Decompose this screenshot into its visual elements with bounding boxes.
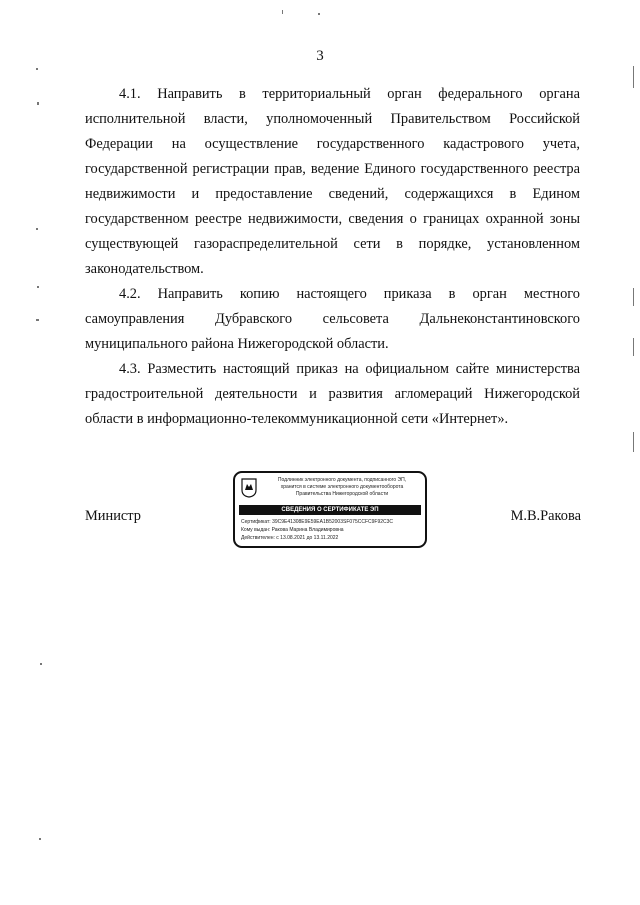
valid-value: с 13.08.2021 до 13.11.2022 bbox=[276, 535, 339, 541]
scan-mark bbox=[36, 319, 39, 321]
electronic-signature-stamp bbox=[233, 471, 427, 548]
paragraph-4-1: 4.1. Направить в территориальный орган федерального органа исполнительной власти, уполномоченный Правительством Российской Федерации на осуществление государственного кадастрового учета, государственной регистрации прав, ведение Единого государственного реестра недвижимости и предоставление сведений, содержащихся в Едином государственном реестре недвижимости, сведения о границах охранной зоны существующей газораспределительной сети в порядке, установленном законодательством. bbox=[85, 86, 580, 277]
certificate-value: 39C9E41308E9E59EA1B52003SF075CCFC9F92C3C bbox=[272, 519, 394, 525]
stamp-certificate-row bbox=[241, 519, 393, 526]
scan-mark bbox=[37, 286, 39, 288]
paragraph-4-3: 4.3. Разместить настоящий приказ на официальном сайте министерства градостроительной деятельности и развития агломераций Нижегородской области в информационно-телекоммуникационной сети «Интернет». bbox=[85, 361, 580, 427]
scan-mark bbox=[39, 838, 41, 840]
stamp-valid-row bbox=[241, 535, 338, 542]
scan-mark bbox=[36, 68, 38, 70]
certificate-label: Сертификат: bbox=[241, 519, 271, 525]
scan-mark bbox=[40, 663, 42, 665]
stamp-band-title: СВЕДЕНИЯ О СЕРТИФИКАТЕ ЭП bbox=[239, 505, 421, 515]
stamp-header-line: Подлинник электронного документа, подписанного ЭП, bbox=[277, 477, 407, 483]
scan-mark bbox=[633, 66, 634, 88]
stamp-header-line: Правительства Нижегородской области bbox=[295, 491, 389, 497]
scan-mark bbox=[633, 288, 634, 306]
scan-mark bbox=[633, 432, 634, 452]
paragraph-4-2: 4.2. Направить копию настоящего приказа в орган местного самоуправления Дубравского сельсовета Дальнеконстантиновского муниципального района Нижегородской области. bbox=[85, 286, 580, 352]
stamp-header-line: хранится в системе электронного документооборота bbox=[280, 484, 404, 490]
signer-title: Министр bbox=[85, 508, 141, 524]
scan-mark bbox=[282, 10, 283, 14]
coat-of-arms-icon bbox=[241, 478, 257, 498]
stamp-issued-to-row bbox=[241, 527, 344, 534]
stamp-header bbox=[259, 477, 425, 498]
scan-mark bbox=[633, 338, 634, 356]
page-number: 3 bbox=[316, 48, 324, 64]
scan-mark bbox=[36, 228, 38, 230]
issued-to-label: Кому выдан: bbox=[241, 527, 271, 533]
document-body bbox=[85, 82, 580, 432]
valid-label: Действителен: bbox=[241, 535, 275, 541]
signer-name: М.В.Ракова bbox=[510, 508, 581, 524]
scan-mark bbox=[37, 102, 39, 105]
scan-mark bbox=[318, 13, 320, 15]
issued-to-value: Ракова Марина Владимировна bbox=[271, 527, 344, 533]
